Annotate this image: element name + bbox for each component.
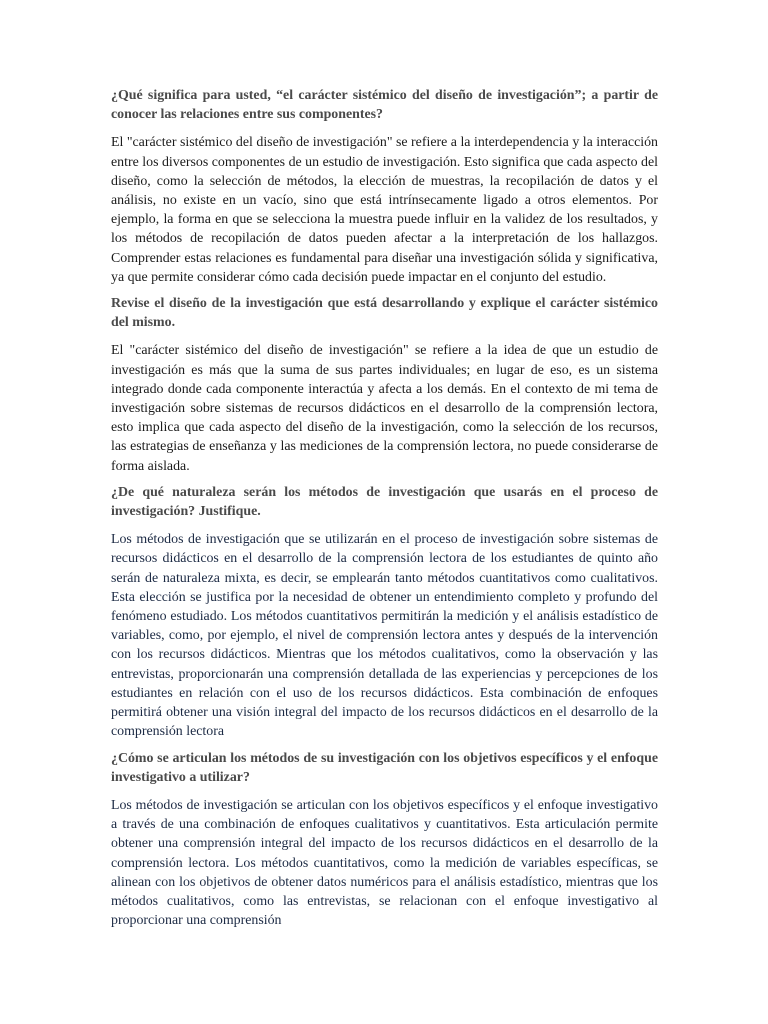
- answer-paragraph: Los métodos de investigación se articulan con los objetivos específicos y el enfoque investigativo a través de una combinación de enfoques cualitativos y cuantitativos. Esta articulación permite obtener una comprensión integral del impacto de los recursos didácticos en el desarrollo de la comprensión lectora. Los métodos cuantitativos, como la medición de variables específicas, se alinean con los objetivos de obtener datos numéricos para el análisis estadístico, mientras que los métodos cualitativos, como las entrevistas, se relacionan con el enfoque investigativo al proporcionar una comprensión: [111, 797, 658, 929]
- answer-paragraph: Los métodos de investigación que se utilizarán en el proceso de investigación sobre sistemas de recursos didácticos en el desarrollo de la comprensión lectora de los estudiantes de quinto año serán de naturaleza mixta, es decir, se emplearán tanto métodos cuantitativos como cualitativos. Esta elección se justifica por la necesidad de obtener un entendimiento completo y profundo del fenómeno estudiado. Los métodos cuantitativos permitirán la medición y el análisis estadístico de variables, como, por ejemplo, el nivel de comprensión lectora antes y después de la intervención con los recursos didácticos. Mientras que los métodos cualitativos, como la observación y las entrevistas, proporcionarán una comprensión detallada de las experiencias y percepciones de los estudiantes en relación con el uso de los recursos didácticos. Esta combinación de enfoques permitirá obtener una visión integral del impacto de los recursos didácticos en el desarrollo de la comprensión lectora: [111, 532, 658, 740]
- question-heading: ¿Cómo se articulan los métodos de su investigación con los objetivos específicos y el enfoque investigativo a utilizar?: [111, 750, 658, 785]
- question-heading: Revise el diseño de la investigación que está desarrollando y explique el carácter sistémico del mismo.: [111, 296, 658, 331]
- question-heading: ¿Qué significa para usted, “el carácter sistémico del diseño de investigación”; a partir de conocer las relaciones entre sus componentes?: [111, 88, 658, 123]
- question-heading: ¿De qué naturaleza serán los métodos de investigación que usarás en el proceso de investigación? Justifique.: [111, 484, 658, 520]
- answer-paragraph: El "carácter sistémico del diseño de investigación" se refiere a la idea de que un estudio de investigación es más que la suma de sus partes individuales; en lugar de eso, es un sistema integrado donde cada componente interactúa y afecta a los demás. En el contexto de mi tema de investigación sobre sistemas de recursos didácticos en el desarrollo de la comprensión lectora, esto implica que cada aspecto del diseño de la investigación, como la selección de los recursos, las estrategias de enseñanza y las mediciones de la comprensión lectora, no puede considerarse de forma aislada.: [111, 343, 658, 474]
- document-body: [111, 86, 658, 937]
- answer-paragraph: El "carácter sistémico del diseño de investigación" se refiere a la interdependencia y la interacción entre los diversos componentes de un estudio de investigación. Esto significa que cada aspecto del diseño, como la selección de métodos, la elección de muestras, la recopilación de datos y el análisis, no existe en un vacío, sino que está intrínsecamente ligado a otros elementos. Por ejemplo, la forma en que se selecciona la muestra puede influir en la validez de los resultados, y los métodos de recopilación de datos pueden afectar a la interpretación de los hallazgos. Comprender estas relaciones es fundamental para diseñar una investigación sólida y significativa, ya que permite considerar cómo cada decisión puede impactar en el conjunto del estudio.: [111, 135, 658, 285]
